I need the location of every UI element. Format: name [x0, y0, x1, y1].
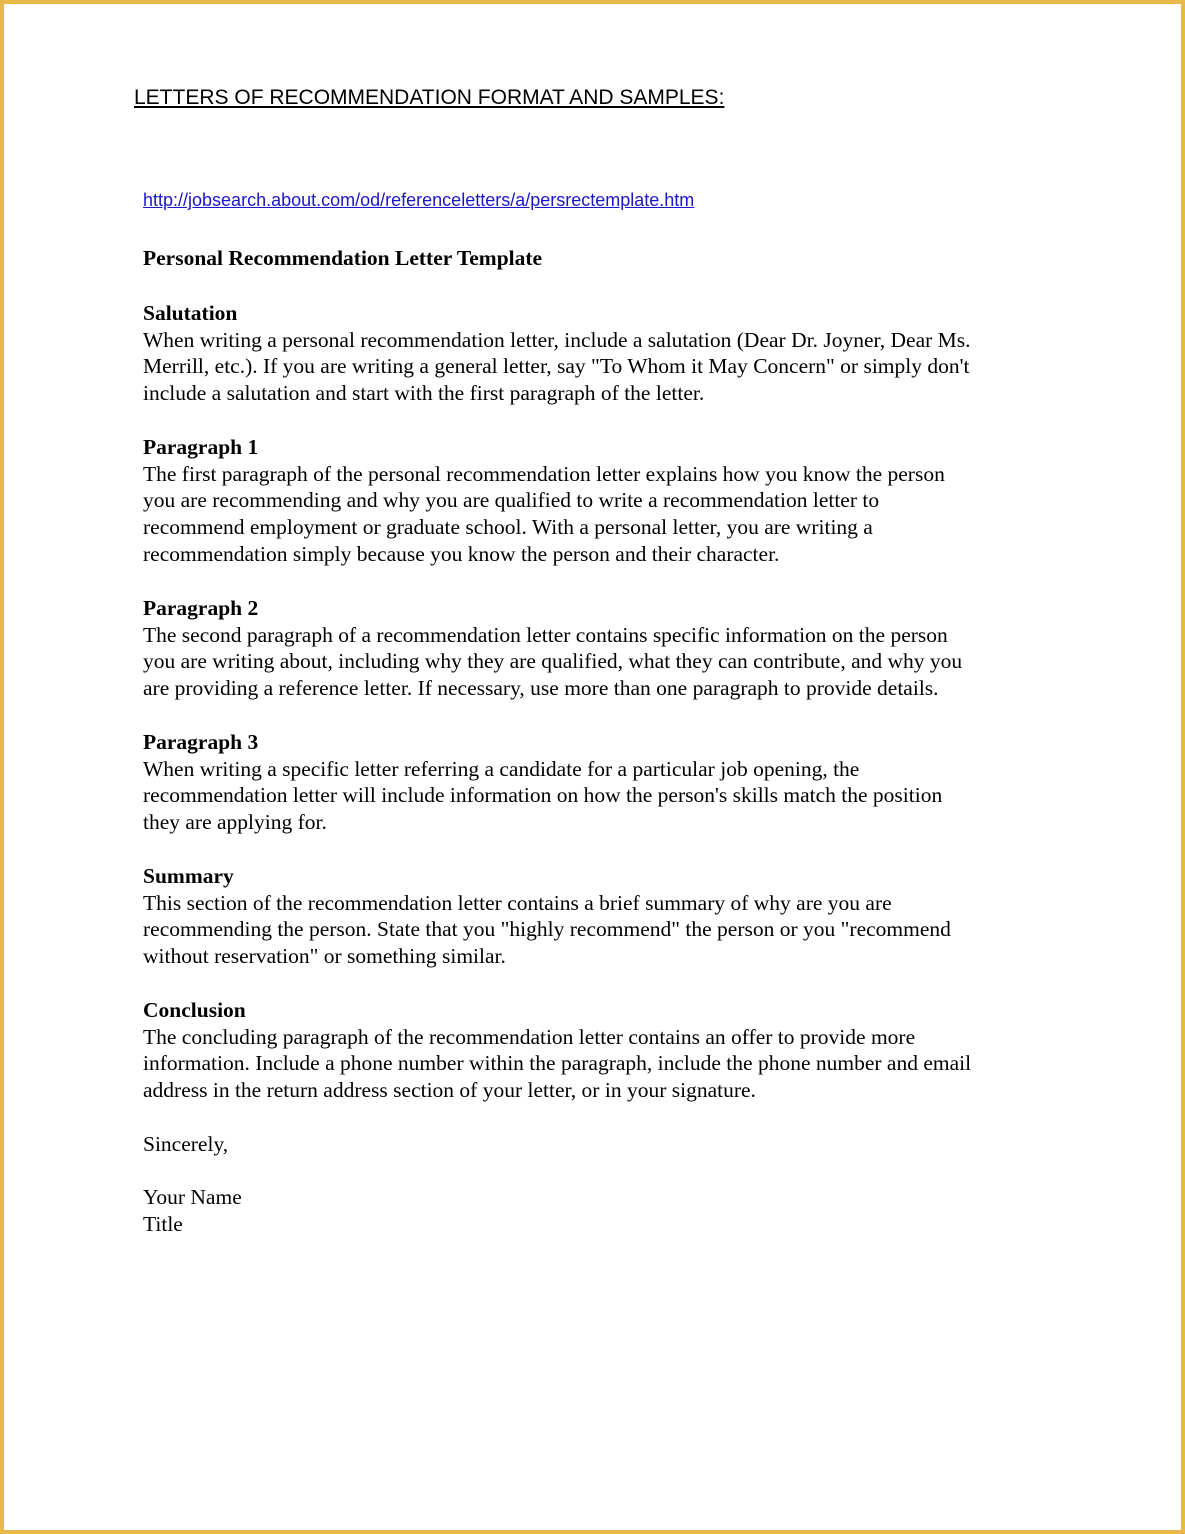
section-body: [143, 1024, 1063, 1104]
body-line: recommendation simply because you know the person and their character.: [143, 541, 780, 566]
section-heading: Conclusion: [143, 998, 246, 1022]
body-line: they are applying for.: [143, 809, 327, 834]
section-summary: [143, 863, 1063, 970]
section-conclusion: [143, 997, 1063, 1104]
body-line: Merrill, etc.). If you are writing a general letter, say "To Whom it May Concern" or simply don't: [143, 354, 970, 379]
body-line: information. Include a phone number within the paragraph, include the phone number and email: [143, 1051, 972, 1076]
section-body: [143, 327, 1063, 407]
section-heading: Paragraph 3: [143, 730, 259, 754]
section-heading: Summary: [143, 864, 234, 888]
section-body: [143, 461, 1063, 568]
body-line: include a salutation and start with the first paragraph of the letter.: [143, 380, 705, 405]
section-salutation: [143, 300, 1063, 407]
signer-title: Title: [143, 1212, 183, 1236]
body-line: you are recommending and why you are qualified to write a recommendation letter to: [143, 488, 880, 513]
body-line: The concluding paragraph of the recommendation letter contains an offer to provide more: [143, 1024, 916, 1049]
section-paragraph-2: [143, 595, 1063, 702]
document-title: LETTERS OF RECOMMENDATION FORMAT AND SAMPLES:: [134, 86, 725, 109]
body-line: The second paragraph of a recommendation letter contains specific information on the person: [143, 622, 948, 647]
section-paragraph-3: [143, 729, 1063, 836]
section-body: [143, 622, 1063, 702]
body-line: The first paragraph of the personal recommendation letter explains how you know the person: [143, 461, 945, 486]
section-heading: Salutation: [143, 301, 238, 325]
section-heading: Paragraph 2: [143, 596, 259, 620]
section-body: [143, 890, 1063, 970]
section-body: [143, 756, 1063, 836]
source-link[interactable]: http://jobsearch.about.com/od/referenceletters/a/persrectemplate.htm: [143, 190, 695, 210]
body-line: without reservation" or something similar.: [143, 943, 506, 968]
section-paragraph-1: [143, 434, 1063, 567]
body-line: When writing a specific letter referring a candidate for a particular job opening, the: [143, 756, 860, 781]
section-heading: Paragraph 1: [143, 435, 259, 459]
signer-name: Your Name: [143, 1185, 242, 1209]
body-line: recommendation letter will include information on how the person's skills match the position: [143, 783, 943, 808]
body-line: are providing a reference letter. If necessary, use more than one paragraph to provide details.: [143, 675, 939, 700]
sign-off: Sincerely,: [143, 1132, 229, 1156]
body-line: recommending the person. State that you "highly recommend" the person or you "recommend: [143, 917, 951, 942]
body-line: When writing a personal recommendation letter, include a salutation (Dear Dr. Joyner, Dear Ms.: [143, 327, 971, 352]
body-line: address in the return address section of your letter, or in your signature.: [143, 1077, 756, 1102]
body-line: recommend employment or graduate school. With a personal letter, you are writing a: [143, 514, 873, 539]
template-heading: Personal Recommendation Letter Template: [143, 246, 543, 270]
body-line: you are writing about, including why they are qualified, what they can contribute, and why you: [143, 649, 963, 674]
body-line: This section of the recommendation letter contains a brief summary of why are you are: [143, 890, 892, 915]
